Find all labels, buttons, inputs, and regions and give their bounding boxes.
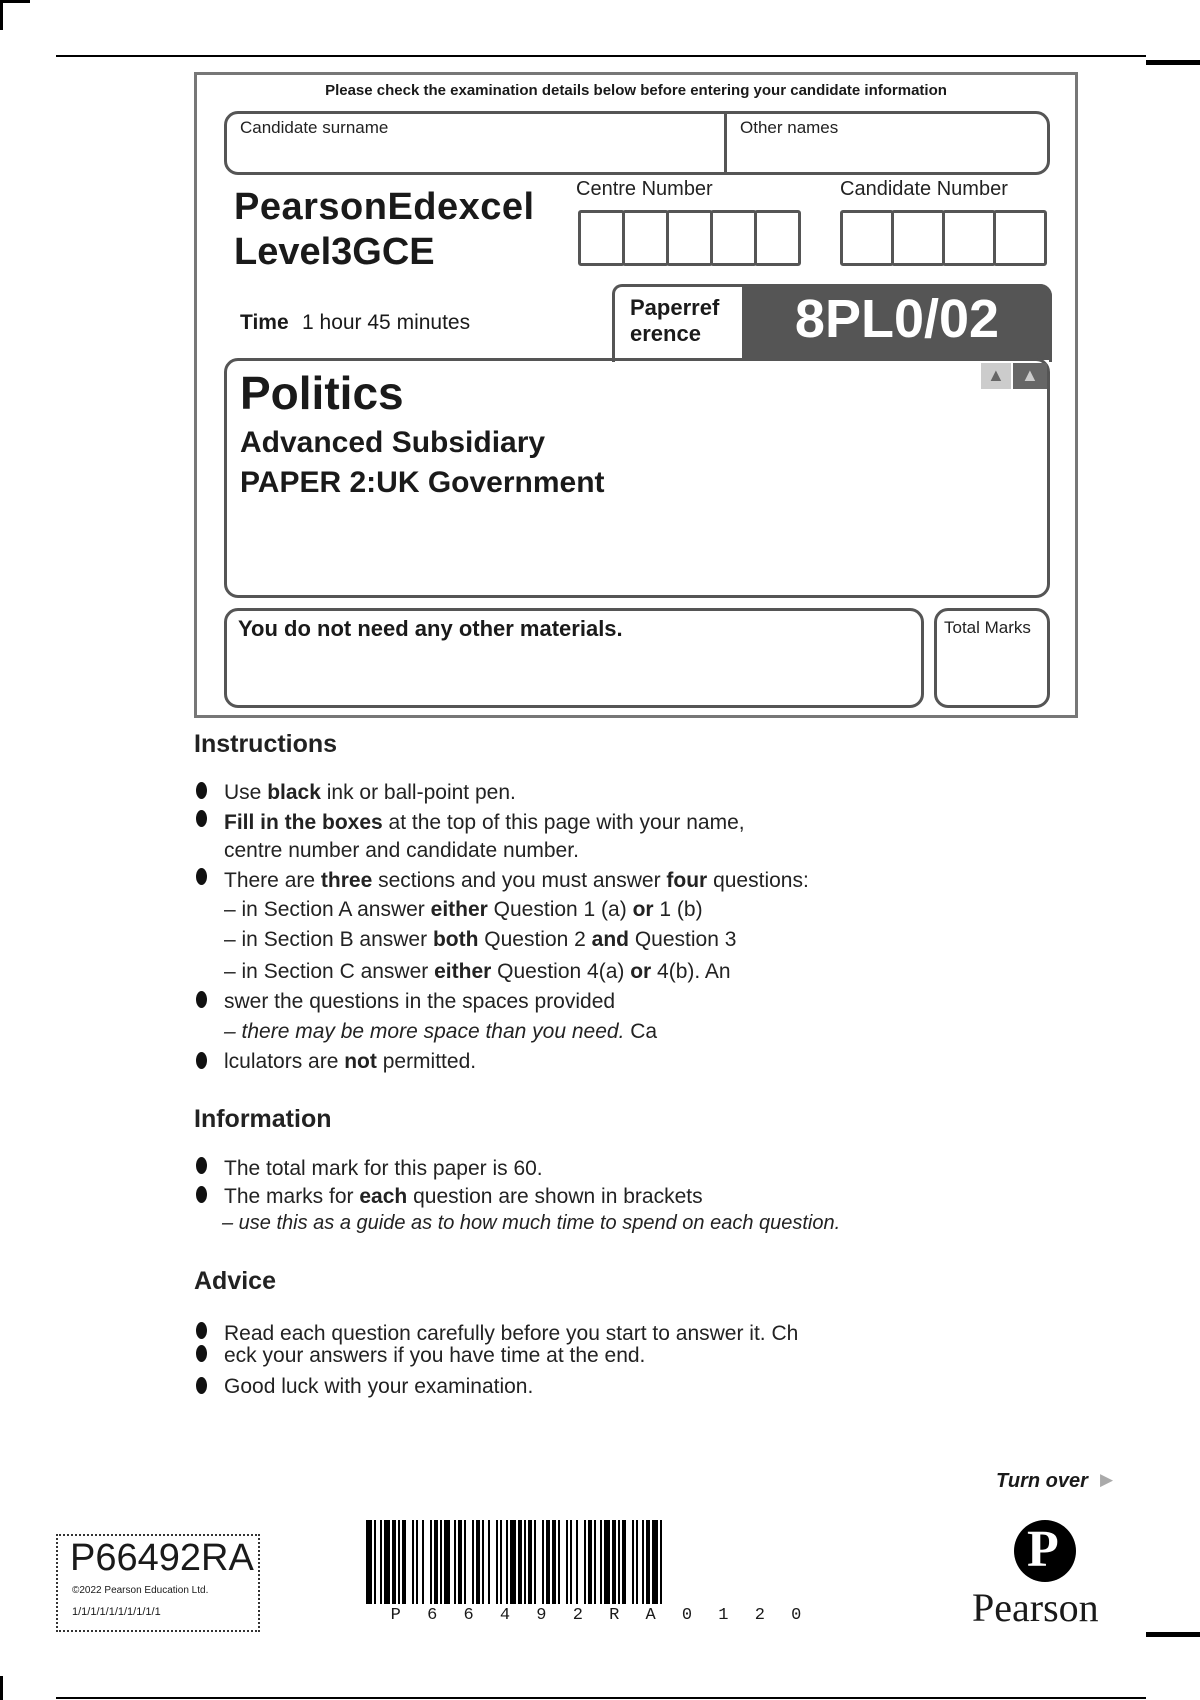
paper-code: P66492RA xyxy=(70,1537,254,1579)
text-run: four xyxy=(666,869,708,892)
bullet-icon xyxy=(196,782,207,799)
barcode-bar xyxy=(518,1520,522,1604)
information-line xyxy=(224,1185,703,1209)
top-rule xyxy=(56,55,1146,57)
centre-number-boxes[interactable] xyxy=(578,210,798,266)
instruction-subline xyxy=(224,898,703,922)
instructions-heading: Instructions xyxy=(194,730,338,758)
text-run: or xyxy=(630,960,652,983)
crop-mark-top-left-h xyxy=(0,0,30,3)
instruction-subline xyxy=(224,1020,657,1044)
text-run: each xyxy=(359,1185,408,1208)
barcode-bar xyxy=(632,1520,634,1604)
text-run: – in Section A answer xyxy=(224,898,431,921)
text-run: Question 2 xyxy=(478,928,592,951)
subject-title: Politics xyxy=(240,367,404,419)
text-run: Ca xyxy=(624,1020,658,1043)
instruction-line: swer the questions in the spaces provided xyxy=(224,990,616,1013)
barcode-bar xyxy=(430,1520,432,1604)
text-run: permitted. xyxy=(376,1050,477,1073)
bottom-rule xyxy=(56,1697,1146,1699)
text-run: question are shown in brackets xyxy=(407,1185,703,1208)
barcode-bar xyxy=(496,1520,498,1604)
materials-text: You do not need any other materials. xyxy=(238,616,623,641)
other-names-field[interactable]: Other names xyxy=(740,118,839,137)
instruction-subline xyxy=(224,960,731,984)
advice-line: eck your answers if you have time at the end. xyxy=(224,1344,646,1367)
barcode-bar xyxy=(534,1520,536,1604)
paper-number: PAPER 2: xyxy=(240,466,377,499)
instruction-line xyxy=(224,869,809,893)
barcode-bar xyxy=(646,1520,650,1604)
barcode-bar xyxy=(482,1520,484,1604)
pearson-logo-glyph: P xyxy=(1027,1521,1059,1578)
text-run: sections and you must answer xyxy=(372,869,667,892)
information-subline: – use this as a guide as to how much time to spend on each question. xyxy=(222,1212,841,1234)
barcode-bar xyxy=(576,1520,578,1604)
text-run: ink or ball-point pen. xyxy=(320,781,516,804)
text-run: – in Section B answer xyxy=(224,928,433,951)
exam-board: PearsonEdexcel xyxy=(234,186,535,228)
text-run: Question 1 (a) xyxy=(487,898,633,921)
text-run: 4(b). An xyxy=(651,960,731,983)
barcode-bar xyxy=(500,1520,502,1604)
instruction-line xyxy=(224,1050,476,1074)
barcode-bar xyxy=(402,1520,406,1604)
triangle-up-icon: ▲ xyxy=(1021,365,1039,385)
sequence-numbers: 1/1/1/1/1/1/1/1/1/1 xyxy=(72,1606,161,1618)
paper-reference-label-line2: erence xyxy=(630,321,701,346)
bullet-icon xyxy=(196,1377,207,1394)
centre-digit-box[interactable] xyxy=(710,210,757,266)
text-run: and xyxy=(591,928,630,951)
bullet-icon xyxy=(196,1345,207,1362)
barcode-bar xyxy=(636,1520,638,1604)
barcode-bar xyxy=(458,1520,462,1604)
check-notice: Please check the examination details below before entering your candidate information xyxy=(325,82,947,99)
candidate-number-boxes[interactable] xyxy=(840,210,1044,266)
advice-line: Read each question carefully before you start to answer it. Ch xyxy=(224,1322,799,1345)
text-run: not xyxy=(344,1050,377,1073)
paper-name: UK Government xyxy=(376,466,605,499)
text-run: There are xyxy=(224,869,321,892)
barcode-bar xyxy=(488,1520,490,1604)
paper-reference-value: 8PL0/02 xyxy=(794,289,1000,349)
publisher-name: Pearson xyxy=(972,1585,1099,1630)
barcode-bar xyxy=(444,1520,450,1604)
name-fields-divider xyxy=(724,112,727,174)
text-run: The marks for xyxy=(224,1185,360,1208)
candidate-digit-box[interactable] xyxy=(891,210,945,266)
bullet-icon xyxy=(196,1157,207,1174)
barcode-bar xyxy=(464,1520,466,1604)
barcode-bar xyxy=(584,1520,586,1604)
time-value: 1 hour 45 minutes xyxy=(302,311,471,334)
qualification-name: Advanced Subsidiary xyxy=(240,426,546,459)
barcode-bar xyxy=(398,1520,400,1604)
text-run: three xyxy=(320,869,373,892)
barcode-bar xyxy=(476,1520,480,1604)
barcode-text: P 6 6 4 9 2 R A 0 1 2 0 xyxy=(390,1606,810,1625)
barcode-bar xyxy=(416,1520,418,1604)
barcode-bar xyxy=(392,1520,396,1604)
barcode-bar xyxy=(558,1520,560,1604)
barcode-bar xyxy=(472,1520,474,1604)
arrow-right-icon: ▶ xyxy=(1100,1470,1114,1489)
qualification-level: Level3GCE xyxy=(234,231,435,273)
barcode-bar xyxy=(366,1520,372,1604)
candidate-digit-box[interactable] xyxy=(942,210,996,266)
text-run: either xyxy=(434,960,492,983)
crop-mark-bottom-right xyxy=(1146,1632,1200,1637)
centre-digit-box[interactable] xyxy=(622,210,669,266)
text-run: – in Section C answer xyxy=(224,960,435,983)
barcode-bar xyxy=(622,1520,626,1604)
crop-mark-bottom-left xyxy=(0,1676,3,1700)
barcode-bar xyxy=(612,1520,616,1604)
barcode-bar xyxy=(506,1520,508,1604)
information-line: The total mark for this paper is 60. xyxy=(224,1157,543,1180)
barcode-bar xyxy=(566,1520,568,1604)
advice-line: Good luck with your examination. xyxy=(224,1375,534,1398)
bullet-icon xyxy=(196,1052,207,1069)
candidate-digit-box[interactable] xyxy=(840,210,894,266)
barcode-bar xyxy=(524,1520,526,1604)
barcode-bar xyxy=(552,1520,556,1604)
crop-mark-top-right xyxy=(1146,60,1200,65)
instruction-line xyxy=(224,811,745,835)
text-run: either xyxy=(430,898,488,921)
barcode-bar xyxy=(642,1520,644,1604)
barcode-bar xyxy=(570,1520,572,1604)
barcode-bar xyxy=(660,1520,662,1604)
crop-mark-top-left xyxy=(0,0,3,30)
barcode-bar xyxy=(542,1520,544,1604)
barcode-bar xyxy=(618,1520,620,1604)
triangle-up-icon: ▲ xyxy=(987,365,1005,385)
text-run: Use xyxy=(224,781,268,804)
centre-number-label: Centre Number xyxy=(576,178,713,200)
barcode-bar xyxy=(510,1520,516,1604)
barcode-bar xyxy=(434,1520,438,1604)
text-run: Question 4(a) xyxy=(491,960,631,983)
centre-digit-box[interactable] xyxy=(754,210,801,266)
total-marks-label: Total Marks xyxy=(944,618,1031,637)
copyright-notice: ©2022 Pearson Education Ltd. xyxy=(72,1585,209,1596)
text-run: black xyxy=(267,781,321,804)
bullet-icon xyxy=(196,1322,207,1339)
barcode-bar xyxy=(604,1520,610,1604)
candidate-digit-box[interactable] xyxy=(993,210,1047,266)
centre-digit-box[interactable] xyxy=(666,210,713,266)
text-run: Fill in the boxes xyxy=(224,811,383,834)
barcode-bar xyxy=(384,1520,390,1604)
turn-over-text: Turn over xyxy=(996,1470,1088,1492)
candidate-number-label: Candidate Number xyxy=(840,178,1008,200)
barcode-bar xyxy=(454,1520,456,1604)
barcode-bar xyxy=(546,1520,550,1604)
paper-reference-label-line1: Paperref xyxy=(630,295,720,320)
paper-title xyxy=(240,466,605,500)
barcode-bar xyxy=(528,1520,532,1604)
text-run: or xyxy=(632,898,654,921)
bullet-icon xyxy=(196,1186,207,1203)
barcode-bar xyxy=(600,1520,602,1604)
instruction-line: centre number and candidate number. xyxy=(224,839,579,862)
barcode-bar xyxy=(380,1520,382,1604)
barcode-bar xyxy=(594,1520,596,1604)
text-run: lculators are xyxy=(224,1050,345,1073)
barcode-bar xyxy=(374,1520,376,1604)
paper-reference-label xyxy=(630,295,719,347)
barcode-bar xyxy=(422,1520,424,1604)
time-label: Time xyxy=(240,311,289,334)
text-run: both xyxy=(432,928,479,951)
text-run: – there may be more space than you need. xyxy=(224,1020,625,1043)
text-run: Question 3 xyxy=(629,928,737,951)
bullet-icon xyxy=(196,991,207,1008)
centre-digit-box[interactable] xyxy=(578,210,625,266)
bullet-icon xyxy=(196,810,207,827)
barcode-bar xyxy=(412,1520,414,1604)
instruction-subline xyxy=(224,928,736,952)
barcode-bar xyxy=(440,1520,442,1604)
barcode-bar xyxy=(652,1520,658,1604)
barcode-bar xyxy=(588,1520,592,1604)
candidate-surname-field[interactable]: Candidate surname xyxy=(240,118,389,137)
information-heading: Information xyxy=(194,1105,332,1133)
text-run: questions: xyxy=(707,869,809,892)
instruction-line xyxy=(224,781,516,805)
text-run: at the top of this page with your name, xyxy=(382,811,745,834)
advice-heading: Advice xyxy=(194,1267,276,1295)
text-run: 1 (b) xyxy=(653,898,703,921)
bullet-icon xyxy=(196,868,207,885)
